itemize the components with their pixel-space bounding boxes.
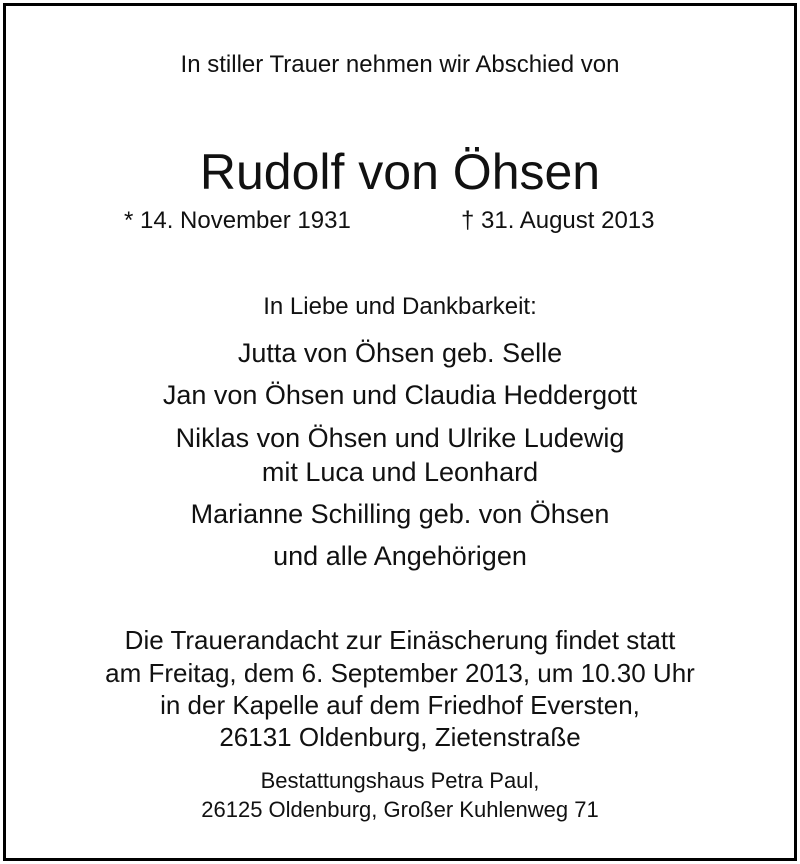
mourner-line: und alle Angehörigen: [273, 541, 527, 571]
mourner-line: Niklas von Öhsen und Ulrike Ludewig: [175, 423, 625, 453]
obituary-notice: [3, 3, 797, 861]
mourner-line: Marianne Schilling geb. von Öhsen: [190, 499, 610, 529]
service-info-line: 26131 Oldenburg, Zietenstraße: [219, 722, 581, 752]
thanks-heading: In Liebe und Dankbarkeit:: [263, 293, 537, 320]
mourner-line: Jan von Öhsen und Claudia Heddergott: [162, 380, 638, 410]
mourner-line: Jutta von Öhsen geb. Selle: [237, 338, 563, 368]
deceased-name: Rudolf von Öhsen: [199, 144, 601, 200]
service-info-line: Die Trauerandacht zur Einäscherung findet statt: [124, 625, 676, 655]
mourner-line: mit Luca und Leonhard: [261, 457, 539, 487]
service-info-line: in der Kapelle auf dem Friedhof Eversten,: [160, 690, 640, 720]
undertaker-line: 26125 Oldenburg, Großer Kuhlenweg 71: [201, 797, 599, 822]
birth-date: * 14. November 1931: [124, 207, 351, 234]
service-info-line: am Freitag, dem 6. September 2013, um 10.30 Uhr: [105, 658, 695, 688]
undertaker-line: Bestattungshaus Petra Paul,: [260, 768, 540, 793]
death-date: † 31. August 2013: [461, 207, 655, 234]
intro-text: In stiller Trauer nehmen wir Abschied von: [180, 51, 620, 78]
